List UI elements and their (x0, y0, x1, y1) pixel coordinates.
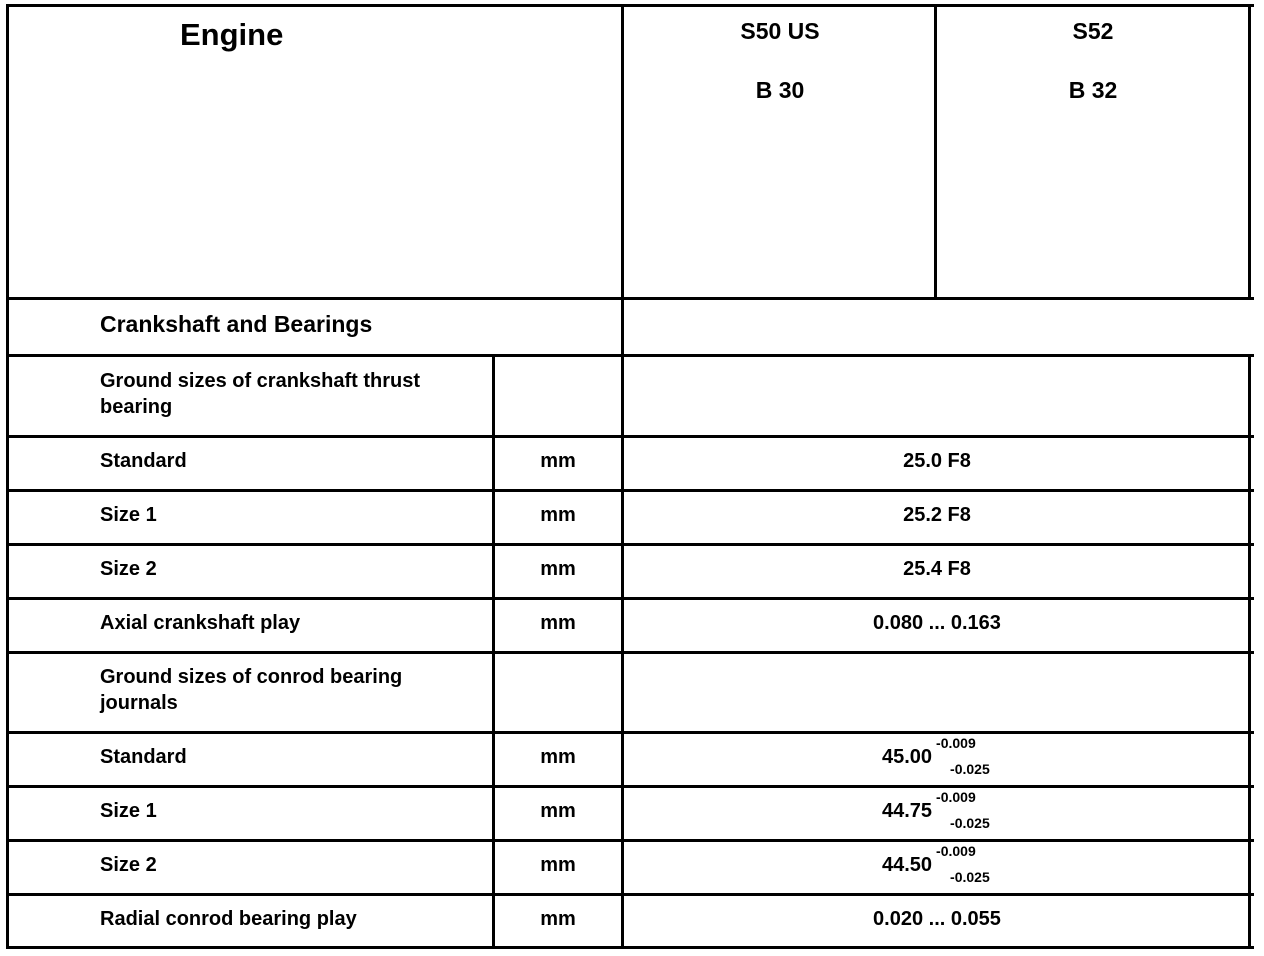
row-label: Axial crankshaft play (100, 612, 301, 634)
row-label: Radial conrod bearing play (100, 908, 357, 930)
row-unit: mm (540, 450, 576, 472)
value-nominal: 44.50 (881, 854, 933, 876)
row-value: 25.2 F8 (903, 504, 971, 526)
tolerance-upper: -0.009 (936, 788, 976, 805)
row-label: Ground sizes of conrod bearing (100, 666, 403, 688)
section-title: Crankshaft and Bearings (100, 311, 373, 337)
row-value (624, 734, 1250, 777)
row-label: Standard (100, 746, 187, 768)
rule-row (6, 839, 1254, 842)
rule-header-bottom (6, 297, 1254, 300)
model-s52: S52 (1072, 18, 1114, 44)
row-label: Size 2 (100, 854, 157, 876)
rule-bottom (6, 946, 1254, 949)
row-label: Size 1 (100, 504, 157, 526)
row-label-cont: bearing (100, 396, 173, 418)
rule-model-divider (934, 4, 937, 300)
rule-top (6, 4, 1254, 7)
tolerance (936, 734, 992, 777)
rule-row (6, 893, 1254, 896)
value-nominal: 44.75 (881, 800, 933, 822)
row-unit: mm (540, 854, 576, 876)
rule-row (6, 435, 1254, 438)
rule-left (6, 4, 9, 949)
rule-row (6, 651, 1254, 654)
rule-section-bottom (6, 354, 1254, 357)
row-label: Size 2 (100, 558, 157, 580)
tolerance-lower: -0.025 (950, 814, 990, 831)
row-unit: mm (540, 800, 576, 822)
row-label: Size 1 (100, 800, 157, 822)
tolerance (936, 842, 992, 885)
row-value (624, 788, 1250, 831)
variant-b30: B 30 (755, 77, 805, 103)
row-unit: mm (540, 558, 576, 580)
rule-row (6, 489, 1254, 492)
row-value (624, 842, 1250, 885)
engine-heading: Engine (180, 17, 284, 52)
tolerance-lower: -0.025 (950, 868, 990, 885)
rule-right-header (1248, 4, 1251, 300)
tolerance (936, 788, 992, 831)
row-unit: mm (540, 504, 576, 526)
row-value: 25.4 F8 (903, 558, 971, 580)
row-value: 0.020 ... 0.055 (873, 908, 1001, 930)
value-nominal: 45.00 (881, 746, 933, 768)
row-unit: mm (540, 908, 576, 930)
rule-row (6, 597, 1254, 600)
row-unit: mm (540, 612, 576, 634)
row-value: 0.080 ... 0.163 (873, 612, 1001, 634)
rule-row (6, 543, 1254, 546)
tolerance-lower: -0.025 (950, 760, 990, 777)
model-s50us: S50 US (740, 18, 820, 44)
tolerance-upper: -0.009 (936, 734, 976, 751)
row-unit: mm (540, 746, 576, 768)
row-value: 25.0 F8 (903, 450, 971, 472)
row-label: Ground sizes of crankshaft thrust (100, 370, 421, 392)
variant-b32: B 32 (1068, 77, 1118, 103)
tolerance-upper: -0.009 (936, 842, 976, 859)
row-label: Standard (100, 450, 187, 472)
rule-row (6, 731, 1254, 734)
row-label-cont: journals (100, 692, 178, 714)
rule-row (6, 785, 1254, 788)
